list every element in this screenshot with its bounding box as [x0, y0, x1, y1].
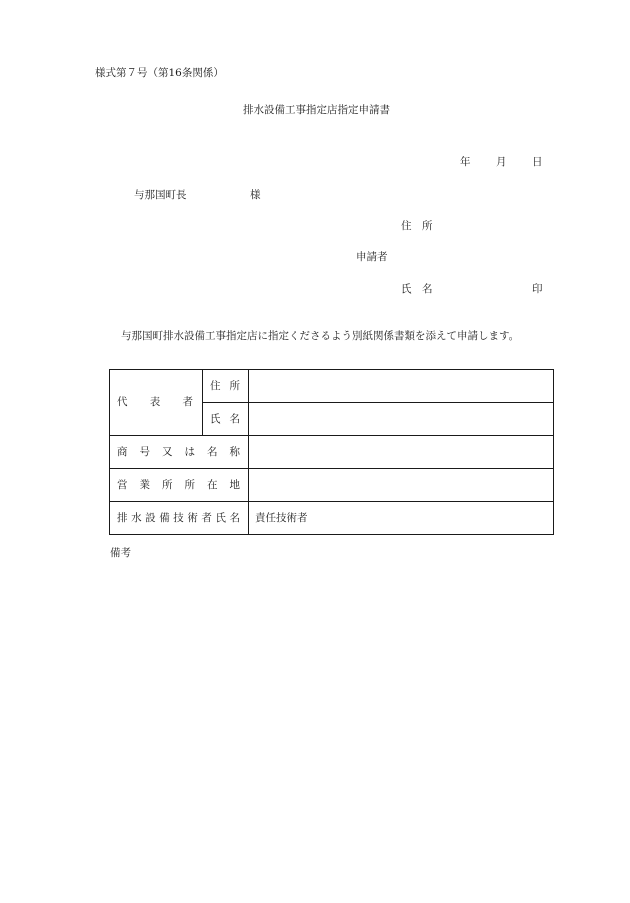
seal-mark: 印: [532, 283, 543, 295]
engineer-label-char-7: 者: [201, 511, 212, 524]
year-label: 年: [460, 156, 471, 168]
trade-name-label: [110, 447, 248, 458]
trade-name-char-3: 又: [162, 445, 173, 458]
month-label: 月: [496, 156, 507, 168]
form-number: 様式第７号（第16条関係）: [95, 67, 224, 79]
table-row-trade-name: [110, 436, 554, 469]
office-location-char-5: 在: [207, 478, 218, 491]
representative-label-char-1: 代: [117, 396, 128, 409]
office-location-char-3: 所: [162, 478, 173, 491]
remarks-label: 備考: [110, 547, 131, 559]
rep-address-label-cell: [203, 370, 249, 403]
representative-label-char-2: 表: [149, 396, 161, 409]
document-title: 排水設備工事指定店指定申請書: [243, 104, 390, 116]
engineer-label: [110, 513, 248, 524]
table-row-rep-address: [110, 370, 554, 403]
rep-name-label-char-2: 名: [229, 412, 240, 425]
office-location-char-6: 地: [229, 478, 240, 491]
rep-name-label-char-1: 氏: [210, 412, 221, 425]
rep-address-label: [203, 381, 248, 392]
rep-address-label-char-2: 所: [229, 379, 240, 392]
representative-label-cell: [110, 370, 203, 436]
rep-address-label-char-1: 住: [210, 379, 221, 392]
office-location-value[interactable]: [249, 469, 554, 502]
engineer-label-char-9: 名: [229, 511, 240, 524]
addressee-honorific: 様: [250, 189, 261, 201]
rep-name-label-cell: [203, 403, 249, 436]
trade-name-value[interactable]: [249, 436, 554, 469]
engineer-label-cell: [110, 502, 249, 535]
office-location-char-2: 業: [139, 478, 150, 491]
trade-name-char-6: 称: [229, 445, 240, 458]
engineer-value[interactable]: 責任技術者: [249, 502, 554, 535]
rep-name-label: [203, 414, 248, 425]
rep-address-value[interactable]: [249, 370, 554, 403]
engineer-label-char-6: 術: [187, 511, 198, 524]
trade-name-char-2: 号: [139, 445, 150, 458]
office-location-char-4: 所: [184, 478, 195, 491]
applicant-label: 申請者: [356, 251, 388, 263]
trade-name-char-5: 名: [207, 445, 218, 458]
trade-name-char-1: 商: [117, 445, 128, 458]
representative-label-char-3: 者: [182, 396, 193, 409]
rep-name-value[interactable]: [249, 403, 554, 436]
applicant-name-label: 氏 名: [401, 283, 433, 295]
engineer-label-char-1: 排: [117, 511, 128, 524]
engineer-label-char-5: 技: [173, 511, 184, 524]
office-location-char-1: 営: [117, 478, 128, 491]
engineer-label-char-8: 氏: [215, 511, 226, 524]
trade-name-char-4: は: [184, 445, 195, 458]
table-row-office-location: [110, 469, 554, 502]
application-details-table: [109, 369, 554, 535]
engineer-label-char-3: 設: [145, 511, 156, 524]
office-location-label: [110, 480, 248, 491]
engineer-label-char-4: 備: [159, 511, 170, 524]
applicant-address-label: 住 所: [401, 220, 433, 232]
trade-name-label-cell: [110, 436, 249, 469]
application-statement: 与那国町排水設備工事指定店に指定くださるよう別紙関係書類を添えて申請します。: [121, 330, 520, 342]
day-label: 日: [532, 156, 543, 168]
representative-label: [110, 397, 202, 408]
office-location-label-cell: [110, 469, 249, 502]
addressee-name: 与那国町長: [134, 189, 187, 201]
engineer-label-char-2: 水: [131, 511, 142, 524]
table-row-engineer: [110, 502, 554, 535]
